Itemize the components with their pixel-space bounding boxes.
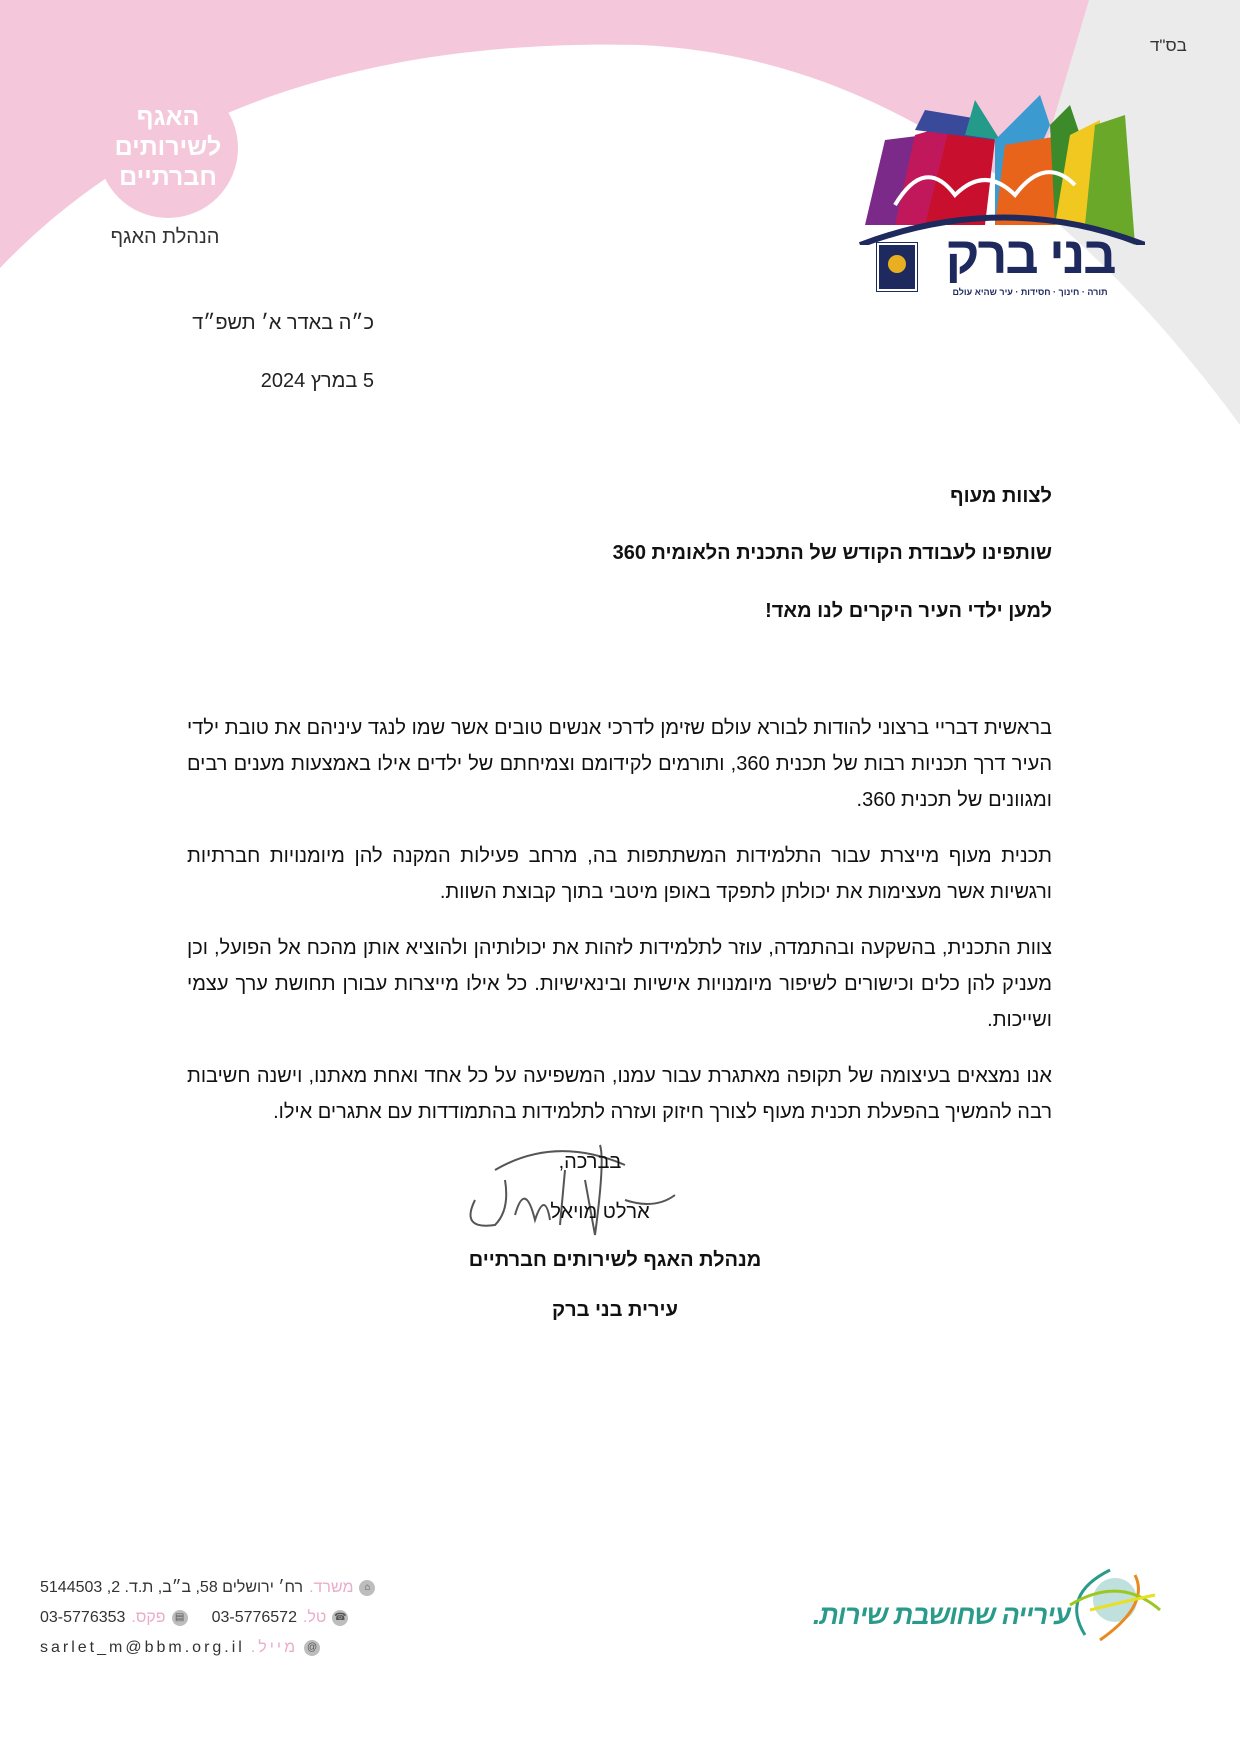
home-icon: ⌂ [359, 1580, 375, 1596]
letter-body [187, 710, 1052, 1130]
signer-organization: עירית בני ברק [552, 1299, 678, 1321]
dedication-heading: למען ילדי העיר היקרים לנו מאד! [765, 600, 1052, 622]
letter-content [187, 710, 1052, 1330]
office-label: משרד. [309, 1579, 354, 1596]
hebrew-date: כ״ה באדר א׳ תשפ״ד [192, 312, 374, 334]
bnei-brak-logo [855, 95, 1145, 300]
footer-mail [40, 1638, 320, 1658]
bsd-mark: בס"ד [1150, 36, 1187, 55]
subject-heading: שותפינו לעבודת הקודש של התכנית הלאומית 360 [612, 542, 1052, 564]
paragraph: תכנית מעוף מייצרת עבור התלמידות המשתתפות בה, מרחב פעילות המקנה להן מיומנויות חברתיות ורגשיות אשר מעצימות את יכולתן לתפקד באופן מיטבי בתוך קבוצת השוות. [187, 845, 1052, 903]
signer-title: מנהלת האגף לשירותים חברתיים [468, 1249, 762, 1271]
fax-icon: ▤ [172, 1610, 188, 1626]
city-logo-name: בני ברק [945, 227, 1115, 285]
city-emblem-icon [877, 243, 917, 291]
closing: בברכה, [558, 1151, 622, 1173]
department-subtitle: הנהלת האגף [110, 226, 220, 248]
paragraph: אנו נמצאים בעיצומה של תקופה מאתגרת עבור עמנו, המשפיעה על כל אחד ואחת מאתנו, וישנה חשיבות רבה להמשיך בהפעלת תכנית מעוף לצורך חיזוק ועזרה לתלמידות בהתמודדות עם אתגרים אילו. [187, 1065, 1052, 1123]
paragraph: בראשית דבריי ברצוני להודות לבורא עולם שזימן לדרכי אנשים טובים אשר שמו לנגד עיניהם את טובת ילדי העיר דרך תכניות רבות של תכנית 360, ותורמים לקידומם וצמיחתם של ילדים אילו באמצעות מענים רבים ומגוונים של תכנית 360. [187, 717, 1052, 811]
department-badge-text [98, 102, 238, 192]
signer-name: ארלט מויאל [550, 1201, 650, 1223]
at-icon: @ [304, 1640, 320, 1656]
recipient-heading: לצוות מעוף [950, 485, 1052, 507]
fax-number: 03-5776353 [40, 1609, 126, 1626]
footer-phone-fax [40, 1608, 348, 1628]
tel-number: 03-5776572 [211, 1609, 297, 1626]
badge-line: חברתיים [119, 163, 217, 191]
tel-label: טל. [302, 1609, 327, 1626]
fax-label: פקס. [131, 1609, 166, 1626]
footer-office [40, 1578, 375, 1598]
badge-line: לשירותים [114, 133, 222, 161]
office-address: רח׳ ירושלים 58, ב״ב, ת.ד. 2, 5144503 [40, 1579, 304, 1596]
signature-block [187, 1150, 1052, 1330]
service-city-slogan: עירייה שחושבת שירות. [812, 1600, 1070, 1630]
phone-icon: ☎ [332, 1610, 348, 1626]
service-city-logo [810, 1565, 1170, 1645]
gregorian-date: 5 במרץ 2024 [260, 370, 374, 392]
badge-line: האגף [136, 103, 200, 131]
book-icon [855, 95, 1145, 245]
paragraph: צוות התכנית, בהשקעה ובהתמדה, עוזר לתלמידות לזהות את יכולותיהן ולהוציא אותן מהכח אל הפועל, וכן מעניק להן כלים וכישורים לשיפור מיומנויות אישיות ובינאישיות. כל אילו מייצרות עבורן תחושת ערך עצמי ושייכות. [187, 937, 1052, 1031]
email-link[interactable]: sarlet_m@bbm.org.il [40, 1639, 245, 1656]
mail-label: מייל. [250, 1639, 299, 1656]
city-logo-tagline: תורה · חינוך · חסידות · עיר שהיא עולם [952, 287, 1108, 297]
